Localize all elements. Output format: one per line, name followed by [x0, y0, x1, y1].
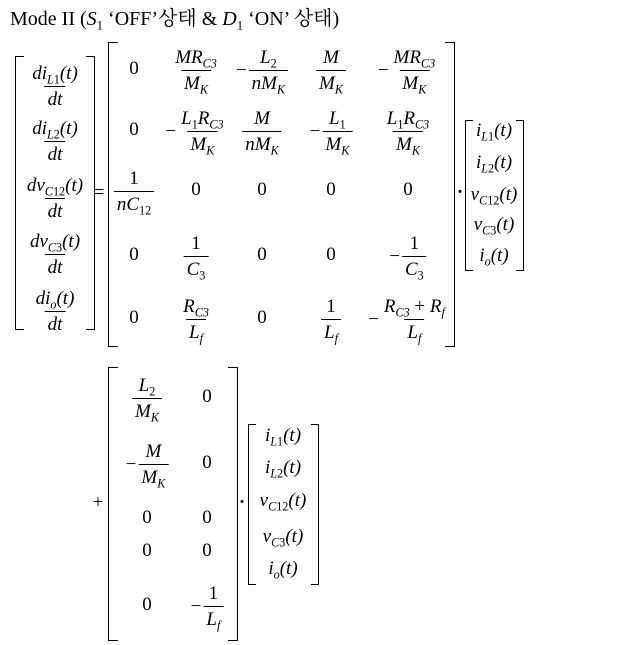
equals-sign: =	[93, 182, 105, 203]
matrix-a-entry-1-3: − $\frac{L_2}{nM_K}$	[236, 48, 288, 93]
state-vector-2-entry-1: $i_{L1}(t)$	[264, 425, 302, 449]
matrix-a-entry-4-3: 0	[257, 244, 267, 265]
state-vector-2-left-bracket	[248, 424, 256, 585]
diode-symbol: D	[222, 8, 237, 30]
matrix-a-entry-5-1: 0	[129, 307, 139, 328]
matrix-a-entry-1-1: 0	[129, 58, 139, 79]
mode-label: Mode II (	[10, 8, 87, 30]
matrix-b-entry-5-2: − $\frac{1}{L_f}$	[191, 584, 224, 629]
lhs-derivative-5: $di_o(t)$ dt	[35, 288, 75, 335]
matrix-a-entry-2-1: 0	[129, 119, 139, 140]
multiply-dot-a: ·	[456, 182, 464, 203]
matrix-a-entry-4-1: 0	[129, 244, 139, 265]
matrix-b-entry-4-2: 0	[202, 540, 212, 561]
matrix-a-entry-3-4: 0	[326, 179, 336, 200]
state-vector-1-entry-3: $v_{C12}(t)$	[470, 184, 518, 208]
matrix-a-entry-5-3: 0	[257, 307, 267, 328]
state-vector-1-entry-2: $i_{L2}(t)$	[475, 152, 513, 176]
state-vector-2-entry-3: $v_{C12}(t)$	[259, 490, 307, 514]
matrix-a-entry-1-4: $\frac{M}{M_K}$	[316, 48, 346, 93]
state-vector-2-right-bracket	[311, 424, 319, 585]
matrix-a-entry-5-4: $\frac{1}{L_f}$	[321, 297, 341, 342]
matrix-a-entry-2-5: $\frac{L_1R_{C3}}{M_K}$	[386, 108, 430, 158]
matrix-a-entry-2-4: − $\frac{L_1}{M_K}$	[310, 109, 353, 154]
multiply-dot-b: ·	[238, 492, 246, 513]
matrix-b-entry-4-1: 0	[142, 540, 152, 561]
matrix-b-entry-2-2: 0	[202, 452, 212, 473]
matrix-a-entry-3-3: 0	[257, 179, 267, 200]
matrix-b-entry-2-1: − $\frac{M}{M_K}$	[126, 442, 169, 487]
lhs-left-bracket	[15, 56, 24, 330]
matrix-a-entry-4-2: $\frac{1}{C_3}$	[184, 234, 209, 279]
lhs-derivative-1: $di_{L1}(t)$ dt	[32, 63, 78, 110]
off-state-label: ‘OFF’상태 &	[103, 8, 223, 30]
matrix-b-entry-3-1: 0	[142, 507, 152, 528]
switch-symbol: S	[86, 8, 97, 30]
matrix-a-entry-1-5: − $\frac{MR_{C3}}{M_K}$	[377, 47, 436, 97]
lhs-derivative-3: $dv_{C12}(t)$ dt	[26, 175, 84, 222]
switch-subscript: 1	[96, 18, 104, 33]
matrix-b-entry-3-2: 0	[202, 507, 212, 528]
matrix-a-entry-2-2: − $\frac{L_1R_{C3}}{M_K}$	[165, 108, 224, 158]
plus-sign: +	[92, 492, 104, 513]
matrix-a-entry-1-2: $MR_{C3}$ $M_K$	[175, 47, 217, 97]
state-vector-2-entry-5: $i_o(t)$	[268, 558, 298, 582]
matrix-b-entry-1-2: 0	[202, 386, 212, 407]
state-vector-1-entry-1: $i_{L1}(t)$	[475, 120, 513, 144]
matrix-a-entry-5-2: $\frac{R_{C3}}{L_f}$	[183, 296, 209, 346]
on-state-label: ‘ON’ 상태)	[243, 8, 340, 30]
matrix-a-entry-3-5: 0	[403, 179, 413, 200]
state-vector-1-entry-5: $i_o(t)$	[479, 245, 509, 269]
matrix-a-entry-3-2: 0	[191, 179, 201, 200]
matrix-a-entry-4-4: 0	[326, 244, 336, 265]
matrix-a-entry-2-3: M $nM_K$	[242, 109, 281, 154]
matrix-b-left-bracket	[108, 367, 118, 641]
state-vector-2-entry-4: $v_{C3}(t)$	[262, 526, 304, 550]
matrix-a-entry-4-5: − $\frac{1}{C_3}$	[389, 234, 426, 279]
state-vector-1-entry-4: $v_{C3}(t)$	[473, 214, 515, 238]
matrix-b-entry-5-1: 0	[142, 594, 152, 615]
lhs-derivative-4: $dv_{C3}(t)$ dt	[29, 231, 81, 278]
lhs-derivative-2: $di_{L2}(t)$ dt	[32, 118, 78, 165]
state-vector-2-entry-2: $i_{L2}(t)$	[264, 457, 302, 481]
matrix-b-entry-1-1: $\frac{L_2}{M_K}$	[132, 376, 162, 421]
matrix-b-right-bracket	[228, 367, 238, 641]
diode-subscript: 1	[236, 18, 244, 33]
matrix-a-entry-5-5: − $\frac{R_{C3} + R_f}{L_f}$	[368, 296, 445, 346]
matrix-a-entry-3-1: $\frac{1}{nC_{12}}$	[114, 169, 154, 214]
mode-title	[10, 2, 339, 31]
